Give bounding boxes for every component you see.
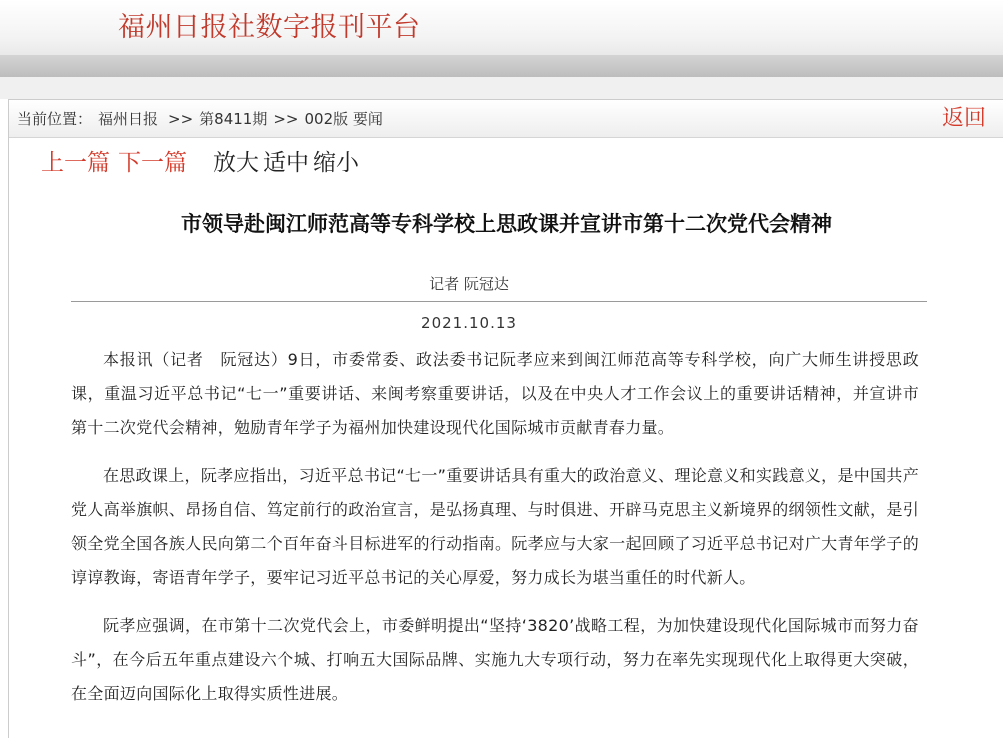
back-link[interactable]: 返回 bbox=[941, 106, 986, 131]
breadcrumb-page-link[interactable]: 002版 要闻 bbox=[304, 110, 383, 128]
zoom-fit-link[interactable]: 适中 bbox=[263, 150, 309, 176]
article-title: 市领导赴闽江师范高等专科学校上思政课并宣讲市第十二次党代会精神 bbox=[181, 212, 832, 236]
article-paragraph: 在思政课上，阮孝应指出，习近平总书记“七一”重要讲话具有重大的政治意义、理论意义和实践意义，是中国共产党人高举旗帜、昂扬自信、笃定前行的政治宣言，是弘扬真理、与时俱进、开辟马克思主义新境界的纲领性文献，是引领全党全国各族人民向第二个百年奋斗目标进军的行动指南。阮孝应与大家一起回顾了习近平总书记对广大青年学子的谆谆教诲，寄语青年学子，要牢记习近平总书记的关心厚爱，努力成长为堪当重任的时代新人。 bbox=[71, 466, 919, 587]
site-title: 福州日报社数字报刊平台 bbox=[118, 12, 421, 43]
breadcrumb-separator: >> bbox=[273, 110, 299, 128]
breadcrumb-separator: >> bbox=[168, 110, 194, 128]
breadcrumb-issue-link[interactable]: 第8411期 bbox=[199, 110, 268, 128]
header-band bbox=[0, 55, 1003, 77]
band-gap bbox=[0, 77, 1003, 99]
article-byline: 记者 阮冠达 bbox=[429, 275, 509, 293]
next-article-link[interactable]: 下一篇 bbox=[118, 150, 187, 176]
article-paragraph: 本报讯（记者 阮冠达）9日，市委常委、政法委书记阮孝应来到闽江师范高等专科学校，向广大师生讲授思政课，重温习近平总书记“七一”重要讲话、来闽考察重要讲话，以及在中央人才工作会议上的重要讲话精神，并宣讲市第十二次党代会精神，勉励青年学子为福州加快建设现代化国际城市贡献青春力量。 bbox=[71, 350, 919, 437]
zoom-out-link[interactable]: 缩小 bbox=[313, 150, 359, 176]
divider bbox=[71, 301, 927, 302]
zoom-in-link[interactable]: 放大 bbox=[213, 150, 259, 176]
content-panel bbox=[8, 99, 1003, 738]
breadcrumb-paper-link[interactable]: 福州日报 bbox=[98, 110, 159, 128]
breadcrumb-bar bbox=[9, 100, 1003, 138]
article-paragraph: 阮孝应强调，在市第十二次党代会上，市委鲜明提出“坚持‘3820’战略工程，为加快建设现代化国际城市而努力奋斗”，在今后五年重点建设六个城、打响五大国际品牌、实施九大专项行动，努力在率先实现现代化上取得更大突破，在全面迈向国际化上取得实质性进展。 bbox=[71, 616, 919, 703]
prev-article-link[interactable]: 上一篇 bbox=[41, 150, 110, 176]
article-body bbox=[71, 343, 919, 725]
article-date: 2021.10.13 bbox=[421, 314, 517, 332]
breadcrumb-prefix: 当前位置： bbox=[17, 110, 93, 128]
breadcrumb bbox=[17, 109, 389, 129]
site-header bbox=[0, 0, 1003, 55]
article-nav bbox=[41, 148, 359, 178]
